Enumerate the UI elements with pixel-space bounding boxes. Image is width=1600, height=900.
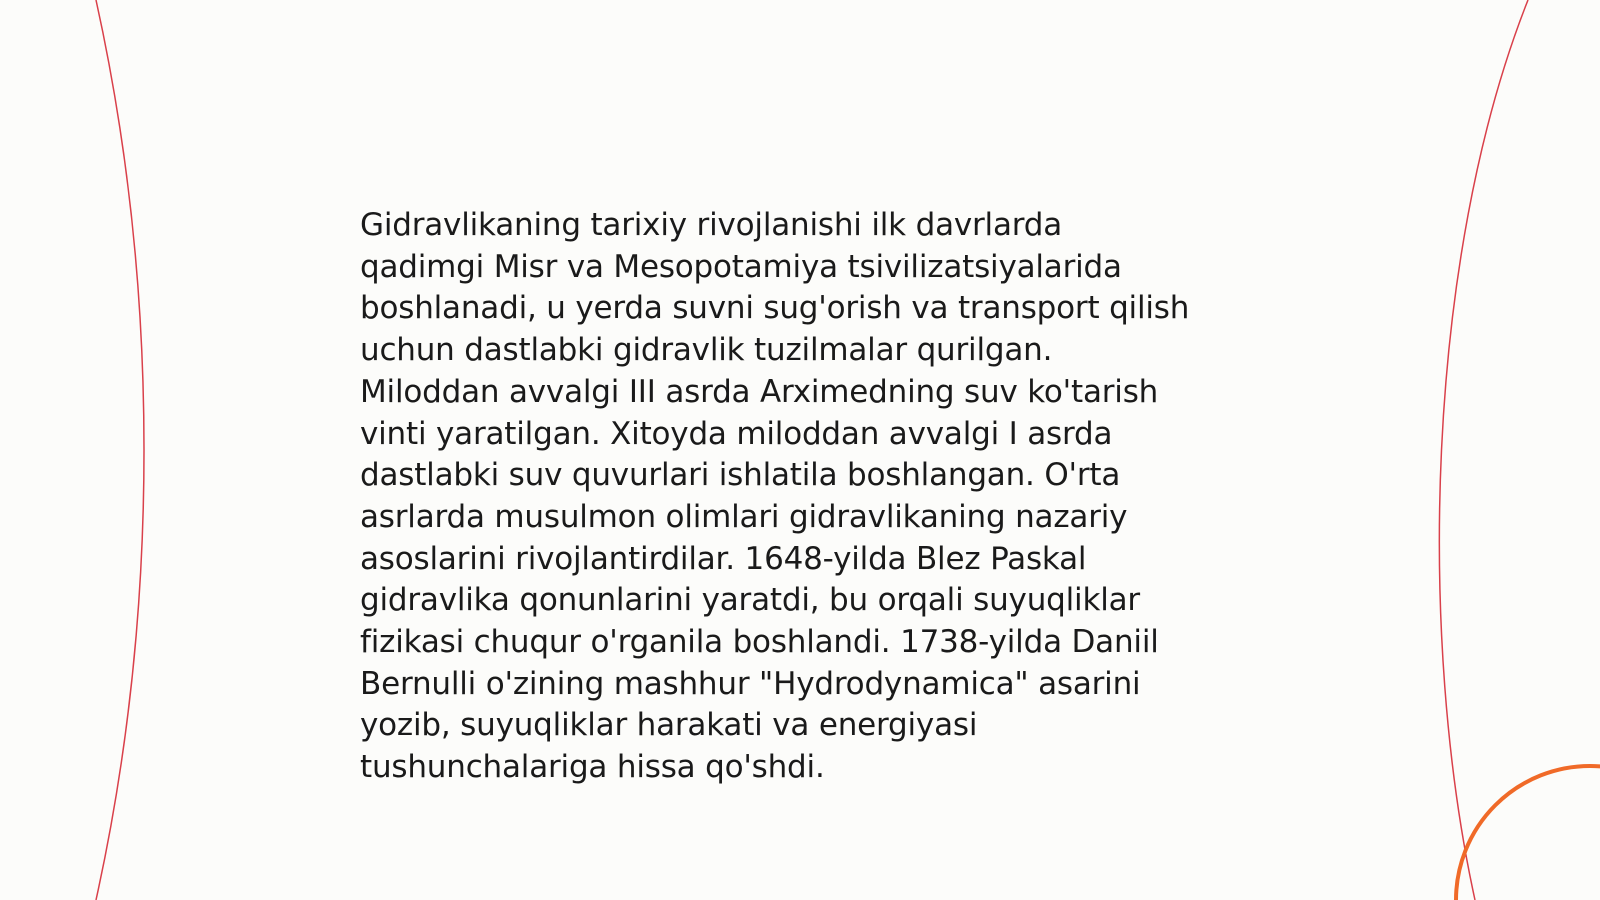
accent-circle <box>1456 766 1600 900</box>
body-paragraph: Gidravlikaning tarixiy rivojlanishi ilk davrlarda qadimgi Misr va Mesopotamiya tsivilizatsiyalarida boshlanadi, u yerda suvni sug'orish va transport qilish uchun dastlabki gidravlik tuzilmalar qurilgan. Miloddan avvalgi III asrda Arximedning suv ko'tarish vinti yaratilgan. Xitoyda miloddan avvalgi I asrda dastlabki suv quvurlari ishlatila boshlangan. O'rta asrlarda musulmon olimlari gidravlikaning nazariy asoslarini rivojlantirdilar. 1648-yilda Blez Paskal gidravlika qonunlarini yaratdi, bu orqali suyuqliklar fizikasi chuqur o'rganila boshlandi. 1738-yilda Daniil Bernulli o'zining mashhur "Hydrodynamica" asarini yozib, suyuqliklar harakati va energiyasi tushunchalariga hissa qo'shdi. <box>360 207 1190 786</box>
left-arc-line <box>96 0 144 900</box>
right-arc-line <box>1439 0 1528 900</box>
